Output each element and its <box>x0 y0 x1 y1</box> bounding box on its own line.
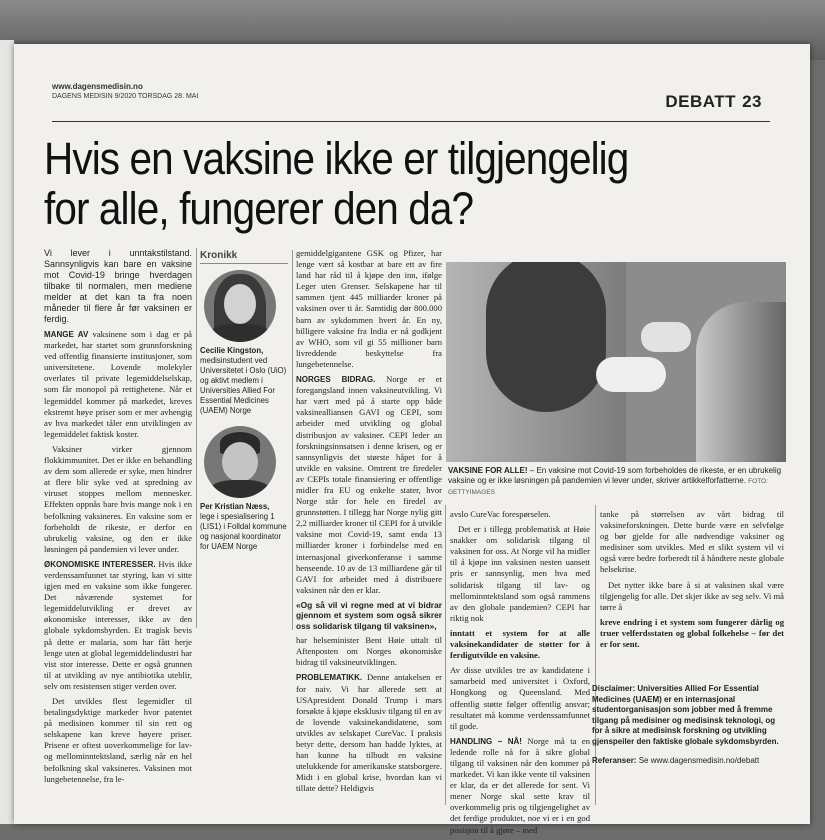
col3-highlight: inntatt et system for at alle vaksinekandidater de støtter for å ferdigutvikle en vaksine. <box>450 627 590 661</box>
headline <box>44 134 710 234</box>
references-label: Referanser: <box>592 755 637 765</box>
author-1-photo <box>204 270 276 342</box>
headline-line-1: Hvis en vaksine ikke er tilgjengelig <box>44 133 629 184</box>
caption-head: VAKSINE FOR ALLE! <box>448 466 528 475</box>
col1-paragraph-2: Vaksiner virker gjennom flokkimmunitet. Det er ikke en behandling av dem som allerede er syke, men hindrer at flere blir syke ved at spredning av viruset stoppes mellom mennesker. Effekten oppnås bare hvis mange nok i en befolkning vaksineres. En vaksine som er forbeholdt de rikeste, er derfor en ubrukelig vaksine, og den er ikke løsningen på pandemien vi lever under. <box>44 443 192 554</box>
section-name: DEBATT <box>665 92 737 111</box>
byline-box <box>200 250 288 552</box>
masthead-issue: DAGENS MEDISIN 9/2020 TORSDAG 28. MAI <box>52 93 199 100</box>
author-1-name: Cecilie Kingston, <box>200 346 264 355</box>
subhead: MANGE AV <box>44 330 89 339</box>
body-text: Norge er et foregangsland innen vaksineutvikling. Vi har vært med på å starte opp både vaksinealliansen GAVI og CEPI, som arbeider med utvikling og global distribusjon av vaksiner. CEPI leder an forskningsinnsatsen i denne krisen, og er sannsynligvis det største håpet for å utvikle en vaksine. Omtrent tre firedeler av CEPIs totale finansiering er offentlige midler fra EU og enkelte stater, hvor Norge står for hele en firedel av grunnstøtten. I tillegg har Norge nylig gitt 2,2 milliarder kroner til CEPI for å utvikle vaksine mot Covid-19, samt enda 13 milliarder kroner i forbindelse med en internasjonal giverkonferanse i samme henseende. 10 av de 13 milliardene går til GAVI for arbeidet med å distribuere vaksinen når den er klar. <box>296 374 443 595</box>
body-text: vaksinene som i dag er på markedet, har startet som grunnforskning ved offentlig finansierte institusjoner, som universitetene. Lovende molekyler overlates til private legemiddelselskap, som får monopol på rettighetene. Når et legemiddel kommer på markedet, kreves ekstremt høye priser som er mer avhengig av hva markedet tåler enn utviklingen av legemiddelet faktisk koster. <box>44 329 192 439</box>
references-text: Se www.dagensmedisin.no/debatt <box>638 755 760 765</box>
col4-highlight: kreve endring i et system som fungerer dårlig og truer velferdsstaten og global folkehelse – før det er for sent. <box>600 616 784 650</box>
col1-paragraph-3 <box>44 559 192 692</box>
section-header <box>665 92 762 112</box>
photo-caption <box>448 466 784 498</box>
lede: Vi lever i unntakstilstand. Sannsynligvis kan bare en vaksine mot Covid-19 bringe hverdagen tilbake til normalen, men mediene melder at det kan ta fra noen måneder til flere år før vaksinen er ferdig. <box>44 248 192 324</box>
body-text: Hvis ikke verdenssamfunnet tar styring, kan vi sitte igjen med en vaksine som ikke fungerer. Det nåværende systemet for legemiddelutvikling er drevet av økonomiske interesser, ikke av den globale sykdomsbyrden. Et tragisk bevis på dette er malaria, som har fått herje lenge uten at global legemiddelindustri har vist stor interesse. Dette er også grunnen til at utvikling av nye antibiotika uteblir, selv om resistensen stiger verden over. <box>44 558 193 691</box>
headline-line-2: for alle, fungerer den da? <box>44 183 474 234</box>
references <box>592 756 780 767</box>
body-text: Norge må ta en ledende rolle nå for å sikre global tilgang til vaksinen når den kommer på markedet. Vi kan ikke vente til vaksinen er klar, da er det allerede for sent. Vi mener Norge skal sette krav til overkommelig pris og tilgjengelighet av det ferdige produktet, noe vi er i en god posisjon til å gjøre – med <box>450 735 590 835</box>
col4-paragraph-1: tanke på størrelsen av vårt bidrag til vaksineforskningen. Dette burde være en selvfølge og bør gjelde for alle nødvendige vaksiner og medisiner som utvikles. Med et slikt system vil vi også være bedre forberedt til å håndtere neste globale helsekrise. <box>600 509 784 575</box>
vaccination-photo <box>446 262 786 462</box>
col2-paragraph-2 <box>296 374 442 596</box>
col2-paragraph-3: har helseminister Bent Høie uttalt til Aftenposten om Norges økonomiske bidrag til vaksineutviklingen. <box>296 635 442 668</box>
page-edge <box>0 40 14 824</box>
column-3 <box>450 509 590 840</box>
column-divider <box>196 248 197 628</box>
author-2-name: Per Kristian Næss, <box>200 502 270 511</box>
column-divider <box>445 505 446 805</box>
column-2 <box>296 248 442 798</box>
col3-paragraph-2b: Av disse utvikles tre av kandidatene i samarbeid med universitet i Oxford, Hongkong og Queensland. Med offentlig støtte følger offentlig ansvar; resultatet må komme verdenssamfunnet til gode. <box>450 665 590 731</box>
author-2-description: lege i spesialisering 1 (LIS1) i Folldal kommune og nasjonal koordinator for UAEM Norge <box>200 512 287 551</box>
subhead: HANDLING – NÅ! <box>450 736 522 746</box>
subhead: PROBLEMATIKK. <box>296 673 363 683</box>
col3-paragraph-1: avslo CureVac forespørselen. <box>450 509 551 519</box>
disclaimer-label: Disclaimer: <box>592 684 636 693</box>
subhead: ØKONOMISKE INTERESSER. <box>44 559 156 569</box>
photo-credit: FOTO: GETTYIMAGES <box>448 478 768 496</box>
disclaimer-text: Universities Allied For Essential Medicines (UAEM) er en internasjonal studentorganisasjon som jobber med å fremme tilgang på medisiner og medisinsk teknologi, og for å sikre at medisinsk forskning og utvikling gjenspeiler den faktiske globale sykdomsbyrden. <box>592 684 779 746</box>
column-4 <box>600 509 784 654</box>
author-2-photo <box>204 426 276 498</box>
author-2-bio <box>200 502 288 552</box>
col3-paragraph-2: Det er i tillegg problematisk at Høie snakker om solidarisk tilgang til vaksinen for oss. At Norge vil ha midler til å kjøpe inn vaksinen nesten uansett pris er sannsynlig, men hva med solidarisk tilgang til lav- og mellominntektsland som også rammens av den globale pandemien? CEPI har riktig nok <box>450 524 590 623</box>
pull-quote: «Og så vil vi regne med at vi bidrar gjennom et system som også sikrer oss solidarisk tilgang til vaksinen», <box>296 599 442 631</box>
header-rule <box>52 121 770 122</box>
author-1-bio <box>200 346 288 416</box>
author-1-description: medisinstudent ved Universitetet i Oslo (UiO) og aktivt medlem i Universities Allied For Essential Medicines (UAEM) Norge <box>200 356 287 415</box>
body-text: Denne antakelsen er for naiv. Vi har allerede sett at USApresident Donald Trump i mars forsøkte å kjøpe eksklusiv tilgang til en av de lovende vaksinekandidatene, som utvikles av selskapet CureVac. I praksis betyr dette, dersom han hadde lyktes, at han kunne ha tilbudt en vaksine utelukkende for amerikanske statsborgere. Midt i en global krise, hvordan kan vi tillate dette? Heldigvis <box>296 672 443 794</box>
col2-paragraph-4 <box>296 672 442 794</box>
col4-paragraph-2: Det nytter ikke bare å si at vaksinen skal være tilgjengelig for alle. Det skjer ikke av seg selv. Vi må tørre å <box>600 579 784 612</box>
caption-text: – En vaksine mot Covid-19 som forbeholdes de rikeste, er en ubrukelig vaksine og er ikke løsningen på pandemien vi lever under, skriver artikkelforfatterne. <box>448 466 782 485</box>
col1-paragraph-1 <box>44 329 192 440</box>
page-number: 23 <box>742 92 762 111</box>
masthead <box>52 82 198 101</box>
col3-paragraph-3 <box>450 736 590 836</box>
disclaimer-box <box>592 684 780 766</box>
column-1 <box>44 248 192 789</box>
col2-paragraph-1: gemiddelgigantene GSK og Pfizer, har lenge vært så kostbar at bare ett av fire land har råd til å kjøpe den inn, ifølge Leger uten Grenser. Selskapene har til sammen tjent 445 milliarder kroner på vaksinen over ti år. Samtidig dør 800.000 barn av sykdommen hvert år. En ny, billigere vaksine fra India er nå godkjent av WHO, som vil gi 55 millioner barn livreddende beskyttelse fra lungebetennelse. <box>296 248 442 369</box>
col1-paragraph-4: Det utvikles flest legemidler til betalingsdyktige markeder hvor patentet på medisinen kommer til sin rett og selskapene kan kreve høyere priser. Prisene er oftest uoverkommelige for lav- og mellominntektsland, særlig når en hel befolkning skal vaksineres. Vaksinen mot lungebetennelse, fra le- <box>44 696 192 784</box>
masthead-site: www.dagensmedisin.no <box>52 82 143 91</box>
column-divider <box>292 250 293 630</box>
subhead: NORGES BIDRAG. <box>296 375 376 385</box>
kronikk-label: Kronikk <box>200 250 288 264</box>
